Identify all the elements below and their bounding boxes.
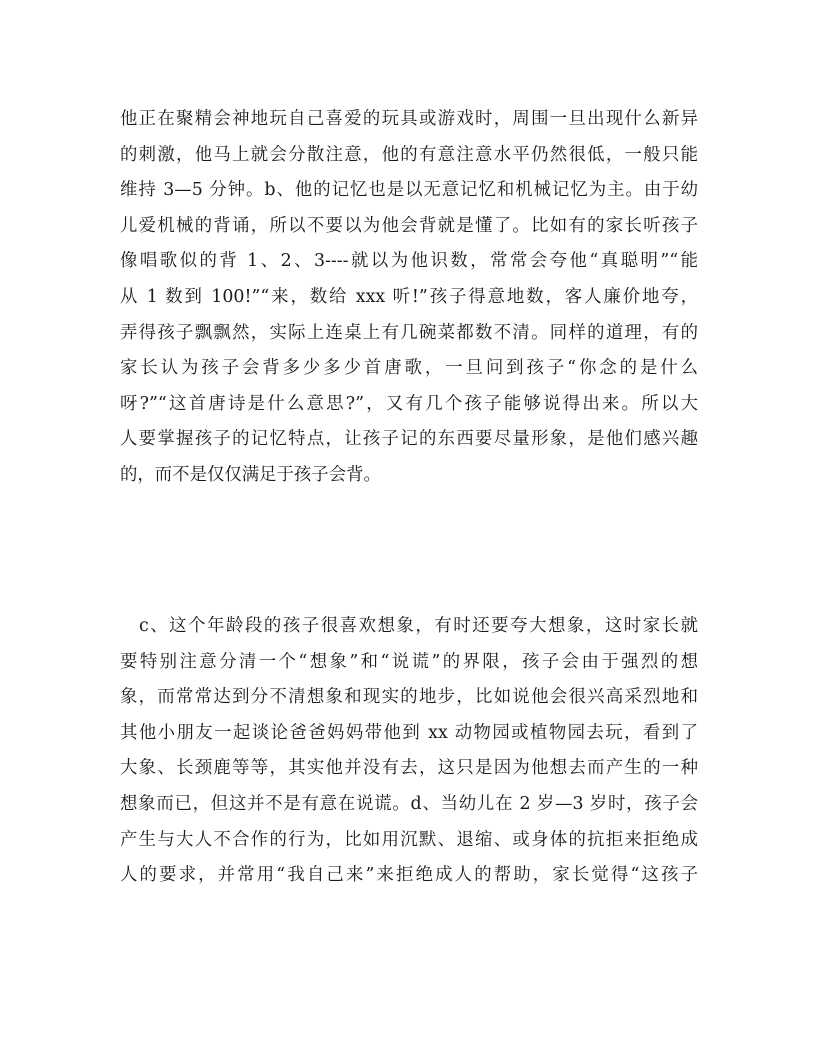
text-line: 大象、长颈鹿等等，其实他并没有去，这只是因为他想去而产生的一种 bbox=[120, 758, 698, 779]
text-line: 人的要求，并常用“我自己来”来拒绝成人的帮助，家长觉得“这孩子 bbox=[120, 865, 698, 886]
text-line: 产生与大人不合作的行为，比如用沉默、退缩、或身体的抗拒来拒绝成 bbox=[120, 829, 698, 850]
text-line: 的刺激，他马上就会分散注意，他的有意注意水平仍然很低，一般只能 bbox=[120, 144, 698, 165]
text-line: 想象而已，但这并不是有意在说谎。d、当幼儿在 2 岁—3 岁时，孩子会 bbox=[120, 793, 698, 814]
text-line: c、这个年龄段的孩子很喜欢想象，有时还要夸大想象，这时家长就 bbox=[120, 616, 698, 636]
text-line: 呀?”“这首唐诗是什么意思?”，又有几个孩子能够说得出来。所以大 bbox=[120, 393, 698, 414]
text-line: 维持 3—5 分钟。b、他的记忆也是以无意记忆和机械记忆为主。由于幼 bbox=[120, 180, 698, 201]
text-line: 弄得孩子飘飘然，实际上连桌上有几碗菜都数不清。同样的道理，有的 bbox=[120, 322, 698, 343]
text-line: 要特别注意分清一个“想象”和“说谎”的界限，孩子会由于强烈的想 bbox=[120, 651, 698, 672]
text-line: 家长认为孩子会背多少多少首唐歌，一旦问到孩子“你念的是什么 bbox=[120, 358, 698, 379]
text-line: 的，而不是仅仅满足于孩子会背。 bbox=[120, 464, 381, 485]
text-line: 象，而常常达到分不清想象和现实的地步，比如说他会很兴高采烈地和 bbox=[120, 687, 698, 708]
paragraph-imagination bbox=[120, 609, 698, 894]
paragraph-memory bbox=[120, 102, 698, 494]
text-line: 从 1 数到 100!”“来，数给 xxx 听!”孩子得意地数，客人廉价地夸， bbox=[120, 286, 698, 307]
text-line: 像唱歌似的背 1、2、3----就以为他识数，常常会夸他“真聪明”“能 bbox=[120, 251, 698, 272]
text-line: 人要掌握孩子的记忆特点，让孩子记的东西要尽量形象，是他们感兴趣 bbox=[120, 429, 698, 450]
text-line: 他正在聚精会神地玩自己喜爱的玩具或游戏时，周围一旦出现什么新异 bbox=[120, 109, 698, 129]
text-line: 其他小朋友一起谈论爸爸妈妈带他到 xx 动物园或植物园去玩，看到了 bbox=[120, 722, 698, 743]
text-line: 儿爱机械的背诵，所以不要以为他会背就是懂了。比如有的家长听孩子 bbox=[120, 215, 698, 236]
